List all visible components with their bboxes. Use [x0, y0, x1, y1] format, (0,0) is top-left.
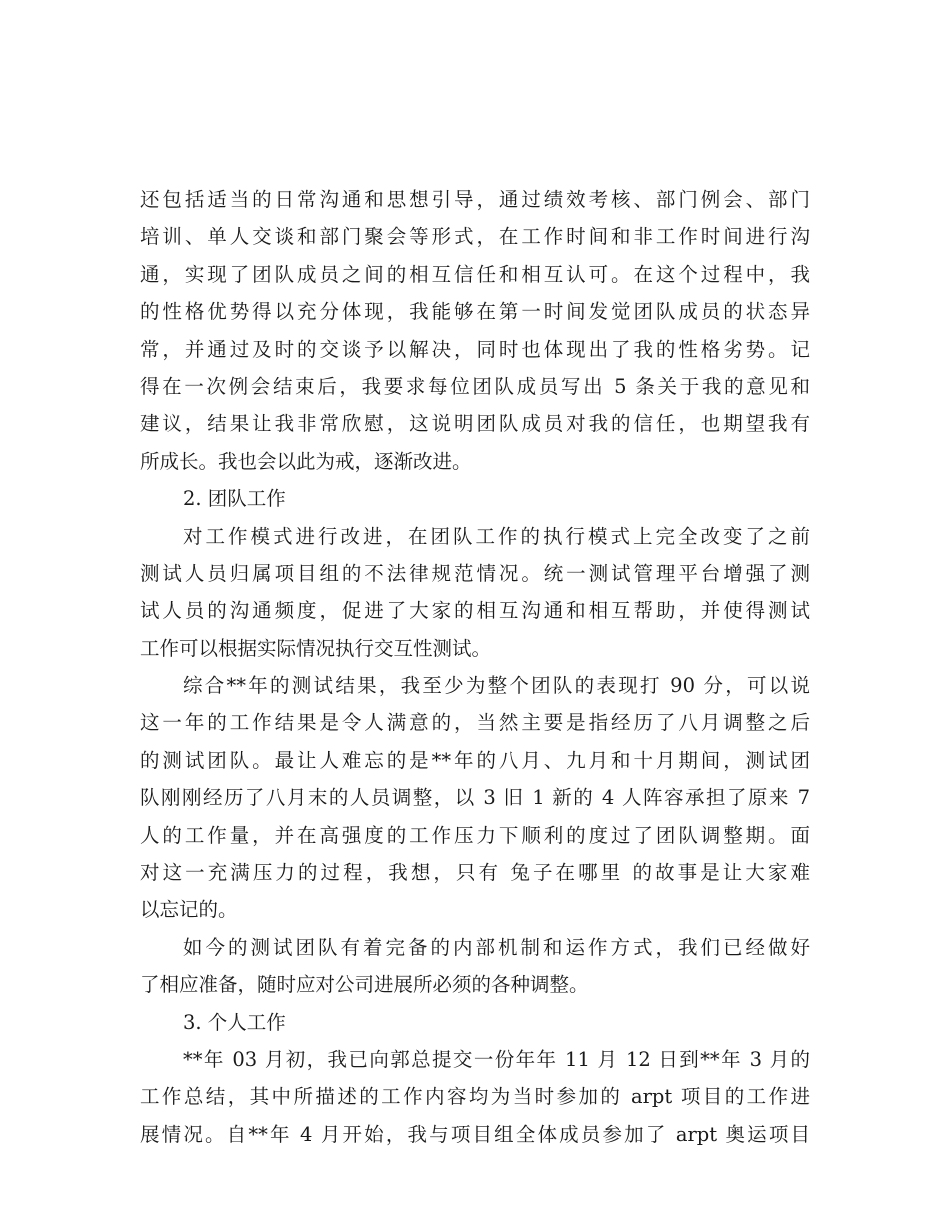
section-heading: 2. 团队工作	[183, 487, 286, 511]
text-line: 队刚刚经历了八月末的人员调整，以 3 旧 1 新的 4 人阵容承担了原来 7	[140, 786, 810, 810]
text-line: 对工作模式进行改进，在团队工作的执行模式上完全改变了之前	[183, 524, 810, 548]
text-line: 了相应准备，随时应对公司进展所必须的各种调整。	[140, 973, 589, 997]
text-line: 的性格优势得以充分体现，我能够在第一时间发觉团队成员的状态异	[140, 300, 810, 324]
text-line: 得在一次例会结束后，我要求每位团队成员写出 5 条关于我的意见和	[140, 374, 810, 398]
text-line: 人的工作量，并在高强度的工作压力下顺利的度过了团队调整期。面	[140, 823, 810, 847]
text-line: 通，实现了团队成员之间的相互信任和相互认可。在这个过程中，我	[140, 262, 810, 286]
text-line: 测试人员归属项目组的不法律规范情况。统一测试管理平台增强了测	[140, 561, 810, 585]
text-line: 如今的测试团队有着完备的内部机制和运作方式，我们已经做好	[183, 935, 810, 959]
section-heading: 3. 个人工作	[183, 1010, 286, 1034]
text-line: 的测试团队。最让人难忘的是**年的八月、九月和十月期间，测试团	[140, 748, 810, 772]
text-line: 展情况。自**年 4 月开始，我与项目组全体成员参加了 arpt 奥运项目	[140, 1122, 810, 1146]
text-line: 对这一充满压力的过程，我想，只有 兔子在哪里 的故事是让大家难	[140, 861, 810, 885]
text-line: 试人员的沟通频度，促进了大家的相互沟通和相互帮助，并使得测试	[140, 599, 810, 623]
text-line: 所成长。我也会以此为戒，逐渐改进。	[140, 449, 472, 473]
text-line: 综合**年的测试结果，我至少为整个团队的表现打 90 分，可以说	[183, 674, 810, 698]
text-line: 这一年的工作结果是令人满意的，当然主要是指经历了八月调整之后	[140, 711, 810, 735]
text-line: **年 03 月初，我已向郭总提交一份年年 11 月 12 日到**年 3 月的	[183, 1047, 810, 1071]
text-line: 工作可以根据实际情况执行交互性测试。	[140, 636, 492, 660]
text-line: 工作总结，其中所描述的工作内容均为当时参加的 arpt 项目的工作进	[140, 1085, 810, 1109]
document-body	[140, 181, 810, 1153]
text-line: 以忘记的。	[140, 898, 238, 922]
text-line: 常，并通过及时的交谈予以解决，同时也体现出了我的性格劣势。记	[140, 337, 810, 361]
text-line: 建议，结果让我非常欣慰，这说明团队成员对我的信任，也期望我有	[140, 412, 810, 436]
text-line: 培训、单人交谈和部门聚会等形式，在工作时间和非工作时间进行沟	[140, 225, 810, 249]
text-line: 还包括适当的日常沟通和思想引导，通过绩效考核、部门例会、部门	[140, 188, 810, 211]
